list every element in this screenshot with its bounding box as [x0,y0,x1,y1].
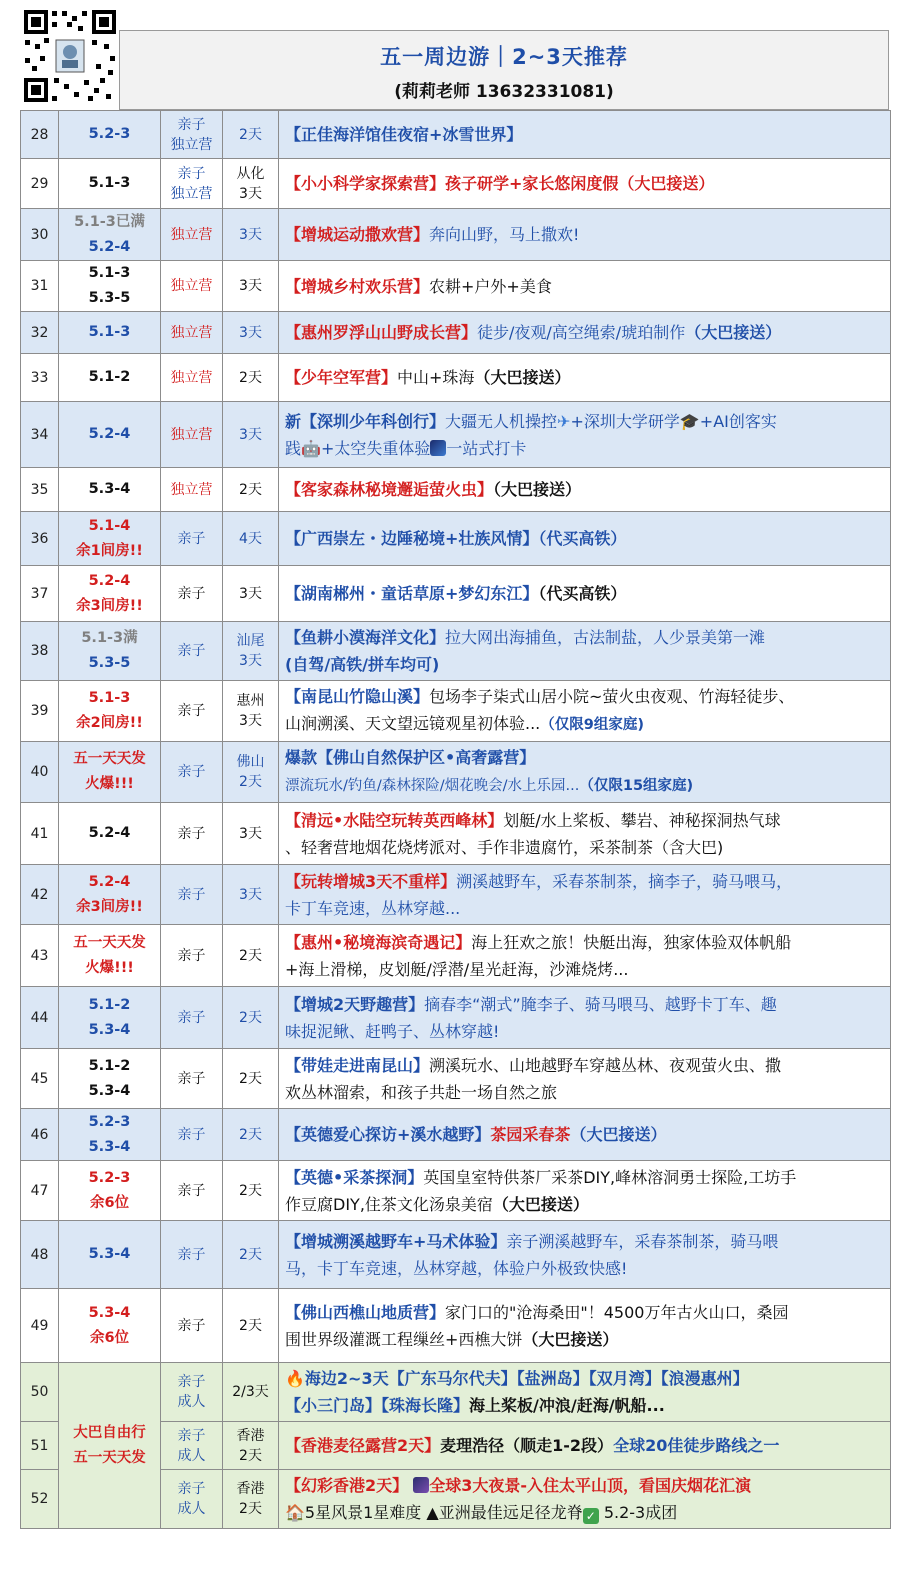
type-cell: 亲子 [161,803,223,865]
type-cell: 亲子 [161,566,223,622]
date-cell: 5.1-3满 5.3-5 [59,622,161,681]
table-row [21,111,891,159]
type-cell: 亲子 独立营 [161,111,223,159]
row-number: 28 [21,111,59,159]
days-cell: 汕尾 3天 [223,622,279,681]
row-number: 30 [21,209,59,261]
table-row [21,742,891,803]
type-cell: 亲子 成人 [161,1422,223,1470]
date-cell: 5.1-2 [59,354,161,402]
days-cell: 3天 [223,566,279,622]
days-cell: 2/3天 [223,1363,279,1422]
row-number: 41 [21,803,59,865]
description-cell: 爆款【佛山自然保护区•高奢露营】 漂流玩水/钓鱼/森林探险/烟花晚会/水上乐园...（仅限15组家庭) [279,742,891,803]
table-row [21,1109,891,1161]
date-cell: 5.2-4 余3间房!! [59,865,161,925]
description-cell: 【清远•水陆空玩转英西峰林】划艇/水上桨板、攀岩、神秘探洞热气球 、轻奢营地烟花烧烤派对、手作非遗腐竹，采茶制茶（含大巴) [279,803,891,865]
table-row [21,1161,891,1221]
table-row [21,261,891,312]
date-cell: 5.1-3 [59,159,161,209]
days-cell: 2天 [223,1221,279,1289]
description-cell: 【客家森林秘境邂逅萤火虫】（大巴接送） [279,468,891,512]
type-cell: 亲子 [161,512,223,566]
table-row [21,1289,891,1363]
days-cell: 香港 2天 [223,1422,279,1470]
days-cell: 惠州 3天 [223,681,279,742]
type-cell: 亲子 [161,681,223,742]
days-cell: 2天 [223,1109,279,1161]
table-row [21,159,891,209]
row-number: 47 [21,1161,59,1221]
days-cell: 2天 [223,354,279,402]
date-cell: 5.2-3 余6位 [59,1161,161,1221]
page-header [119,30,889,110]
table-row [21,402,891,468]
type-cell: 独立营 [161,402,223,468]
description-cell: 【小小科学家探索营】孩子研学+家长悠闲度假（大巴接送） [279,159,891,209]
house-icon: 🏠 [285,1503,305,1522]
description-cell: 【增城运动撒欢营】奔向山野，马上撒欢! [279,209,891,261]
type-cell: 独立营 [161,209,223,261]
description-cell: 新【深圳少年科创行】大疆无人机操控✈+深圳大学研学🎓+AI创客实 践🤖+太空失重体验 一站式打卡 [279,402,891,468]
table-row [21,622,891,681]
days-cell: 3天 [223,402,279,468]
date-cell: 5.2-4 [59,803,161,865]
date-cell: 5.1-4 余1间房!! [59,512,161,566]
table-row [21,312,891,354]
description-cell: 【惠州罗浮山山野成长营】徒步/夜观/高空绳索/琥珀制作（大巴接送） [279,312,891,354]
description-cell: 【带娃走进南昆山】溯溪玩水、山地越野车穿越丛林、夜观萤火虫、撒 欢丛林溜索，和孩子共赴一场自然之旅 [279,1049,891,1109]
table-row [21,987,891,1049]
airplane-icon: ✈ [557,411,571,431]
row-number: 51 [21,1422,59,1470]
type-cell: 亲子 [161,925,223,987]
description-cell: 【少年空军营】中山+珠海（大巴接送） [279,354,891,402]
table-row [21,209,891,261]
date-cell: 大巴自由行 五一天天发 [59,1363,161,1529]
days-cell: 2天 [223,111,279,159]
row-number: 29 [21,159,59,209]
type-cell: 独立营 [161,468,223,512]
row-number: 37 [21,566,59,622]
type-cell: 亲子 [161,1049,223,1109]
type-cell: 亲子 [161,865,223,925]
description-cell: 【增城2天野趣营】摘春李“潮式”腌李子、骑马喂马、越野卡丁车、趣 味捉泥鳅、赶鸭子、丛林穿越! [279,987,891,1049]
days-cell: 3天 [223,865,279,925]
table-row [21,1363,891,1422]
row-number: 32 [21,312,59,354]
date-cell: 5.1-3 5.3-5 [59,261,161,312]
type-cell: 亲子 [161,742,223,803]
days-cell: 3天 [223,312,279,354]
days-cell: 从化 3天 [223,159,279,209]
days-cell: 佛山 2天 [223,742,279,803]
type-cell: 亲子 [161,1109,223,1161]
description-cell: 【佛山西樵山地质营】家门口的"沧海桑田"！4500万年古火山口，桑园 围世界级灌溉工程缫丝+西樵大饼（大巴接送） [279,1289,891,1363]
mountain-triangle: ▲ [426,1503,439,1522]
type-cell: 亲子 [161,622,223,681]
row-number: 34 [21,402,59,468]
type-cell: 亲子 [161,1221,223,1289]
table-row [21,865,891,925]
table-row [21,468,891,512]
description-cell: 【南昆山竹隐山溪】包场李子柒式山居小院~萤火虫夜观、竹海轻徒步、 山涧溯溪、天文望远镜观星初体验...（仅限9组家庭) [279,681,891,742]
row-number: 31 [21,261,59,312]
row-number: 52 [21,1470,59,1529]
days-cell: 3天 [223,209,279,261]
row-number: 39 [21,681,59,742]
date-cell: 5.2-3 [59,111,161,159]
description-cell: 【英德•采茶探洞】英国皇室特供茶厂采茶DIY,峰林溶洞勇士探险,工坊手 作豆腐DIY,住茶文化汤泉美宿（大巴接送） [279,1161,891,1221]
graduation-cap-icon: 🎓 [679,411,700,431]
description-cell: 【惠州•秘境海滨奇遇记】海上狂欢之旅！快艇出海，独家体验双体帆船 +海上滑梯，皮划艇/浮潜/星光赶海，沙滩烧烤... [279,925,891,987]
table-row [21,925,891,987]
type-cell: 亲子 独立营 [161,159,223,209]
date-cell: 五一天天发 火爆!!! [59,925,161,987]
description-cell: 【香港麦径露营2天】麦理浩径（顺走1-2段）全球20佳徒步路线之一 [279,1422,891,1470]
description-cell: 【增城乡村欢乐营】农耕+户外+美食 [279,261,891,312]
row-number: 40 [21,742,59,803]
days-cell: 香港 2天 [223,1470,279,1529]
page-subtitle: (莉莉老师 13632331081) [394,82,614,102]
date-cell: 5.2-3 5.3-4 [59,1109,161,1161]
date-cell: 5.3-4 余6位 [59,1289,161,1363]
date-cell: 5.3-4 [59,468,161,512]
date-cell: 5.2-4 [59,402,161,468]
row-number: 44 [21,987,59,1049]
type-cell: 亲子 成人 [161,1363,223,1422]
description-cell: 【幻彩香港2天】 全球3大夜景-入住太平山顶，看国庆烟花汇演 🏠5星风景1星难度 ▲亚洲最佳远足径龙脊 ✓ 5.2-3成团 [279,1470,891,1529]
row-number: 38 [21,622,59,681]
date-cell: 5.2-4 余3间房!! [59,566,161,622]
page-title: 五一周边游｜2~3天推荐 [380,45,628,69]
table-row [21,1049,891,1109]
type-cell: 亲子 [161,1161,223,1221]
table-row [21,1221,891,1289]
date-cell: 5.3-4 [59,1221,161,1289]
days-cell: 3天 [223,261,279,312]
description-cell: 【广西崇左・边陲秘境+壮族风情】（代买高铁） [279,512,891,566]
description-cell: 【鱼耕小漠海洋文化】拉大网出海捕鱼，古法制盐，人少景美第一滩 (自驾/高铁/拼车均可) [279,622,891,681]
table-row [21,803,891,865]
fire-icon: 🔥 [285,1369,305,1388]
row-number: 45 [21,1049,59,1109]
date-cell: 5.1-3已满 5.2-4 [59,209,161,261]
type-cell: 独立营 [161,261,223,312]
days-cell: 2天 [223,1289,279,1363]
row-number: 48 [21,1221,59,1289]
row-number: 35 [21,468,59,512]
description-cell: 【玩转增城3天不重样】溯溪越野车，采春茶制茶，摘李子，骑马喂马， 卡丁车竞速，丛林穿越... [279,865,891,925]
galaxy-icon [430,440,446,456]
date-cell: 5.1-2 5.3-4 [59,987,161,1049]
date-cell: 五一天天发 火爆!!! [59,742,161,803]
row-number: 46 [21,1109,59,1161]
days-cell: 2天 [223,1049,279,1109]
table-row [21,354,891,402]
green-check-icon: ✓ [583,1508,599,1524]
date-cell: 5.1-3 余2间房!! [59,681,161,742]
days-cell: 2天 [223,987,279,1049]
schedule-table [20,110,891,1529]
qr-code [22,8,118,104]
type-cell: 亲子 [161,987,223,1049]
days-cell: 2天 [223,468,279,512]
type-cell: 亲子 成人 [161,1470,223,1529]
date-cell: 5.1-3 [59,312,161,354]
description-cell: 【英德爱心探访+溪水越野】茶园采春茶（大巴接送） [279,1109,891,1161]
row-number: 43 [21,925,59,987]
days-cell: 3天 [223,803,279,865]
table-row [21,512,891,566]
table-row [21,681,891,742]
days-cell: 4天 [223,512,279,566]
row-number: 49 [21,1289,59,1363]
row-number: 50 [21,1363,59,1422]
row-number: 36 [21,512,59,566]
description-cell: 【湖南郴州・童话草原+梦幻东江】（代买高铁） [279,566,891,622]
type-cell: 独立营 [161,312,223,354]
description-cell: 【增城溯溪越野车+马术体验】亲子溯溪越野车，采春茶制茶，骑马喂 马，卡丁车竞速，丛林穿越，体验户外极致快感! [279,1221,891,1289]
type-cell: 亲子 [161,1289,223,1363]
days-cell: 2天 [223,1161,279,1221]
night-city-icon [413,1477,429,1493]
description-cell: 【正佳海洋馆佳夜宿+冰雪世界】 [279,111,891,159]
date-cell: 5.1-2 5.3-4 [59,1049,161,1109]
row-number: 33 [21,354,59,402]
type-cell: 独立营 [161,354,223,402]
days-cell: 2天 [223,925,279,987]
row-number: 42 [21,865,59,925]
table-row [21,566,891,622]
robot-icon: 🤖 [301,438,321,458]
description-cell: 🔥海边2~3天【广东马尔代夫】【盐洲岛】【双月湾】【浪漫惠州】 【小三门岛】【珠海长隆】海上桨板/冲浪/赶海/帆船... [279,1363,891,1422]
